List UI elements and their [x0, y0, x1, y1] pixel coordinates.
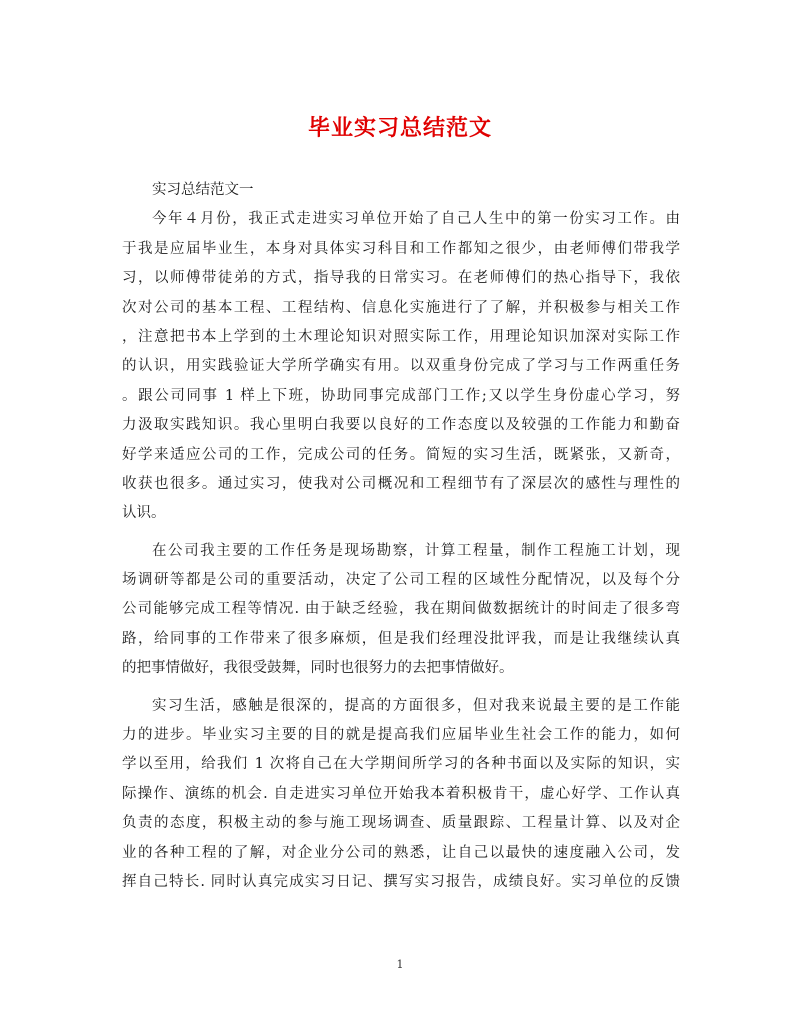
paragraph-line: 场调研等都是公司的重要活动，决定了公司工程的区域性分配情况，以及每个分	[122, 572, 680, 589]
document-title: 毕业实习总结范文	[307, 115, 492, 141]
paragraph-line: 挥自己特长. 同时认真完成实习日记、撰写实习报告，成绩良好。实习单位的反馈	[122, 873, 680, 890]
paragraph-line: 负责的态度，积极主动的参与施工现场调查、质量跟踪、工程量计算、以及对企	[122, 815, 680, 832]
paragraph-line: 际操作、演练的机会. 自走进实习单位开始我本着积极肯干，虚心好学、工作认真	[122, 785, 680, 802]
paragraph-line: ，注意把书本上学到的土木理论知识对照实际工作，用理论知识加深对实际工作	[122, 328, 680, 345]
paragraph-line: 的把事情做好，我很受鼓舞，同时也很努力的去把事情做好。	[122, 660, 514, 677]
paragraph-line: 于我是应届毕业生，本身对具体实习科目和工作都知之很少，由老师傅们带我学	[122, 240, 680, 257]
paragraph-line: 业的各种工程的了解，对企业分公司的熟悉，让自己以最快的速度融入公司，发	[122, 844, 680, 861]
document-body	[122, 176, 680, 897]
paragraph-line: 习，以师傅带徒弟的方式，指导我的日常实习。在老师傅们的热心指导下，我依	[122, 270, 680, 287]
paragraph-line: 实习生活，感触是很深的，提高的方面很多，但对我来说最主要的是工作能	[152, 697, 680, 714]
paragraph-line: 次对公司的基本工程、工程结构、信息化实施进行了了解，并积极参与相关工作	[122, 299, 680, 316]
paragraph-line: 学以至用，给我们 1 次将自己在大学期间所学习的各种书面以及实际的知识，实	[122, 756, 680, 773]
paragraph-line: 好学来适应公司的工作，完成公司的任务。简短的实习生活，既紧张，又新奇，	[122, 446, 680, 463]
paragraph-line: 路，给同事的工作带来了很多麻烦，但是我们经理没批评我，而是让我继续认真	[122, 630, 680, 647]
paragraph-gap	[122, 684, 680, 692]
paragraph-line: 收获也很多。通过实习，使我对公司概况和工程细节有了深层次的感性与理性的	[122, 475, 680, 492]
paragraph-line: 。跟公司同事 1 样上下班，协助同事完成部门工作;又以学生身份虚心学习，努	[122, 387, 680, 404]
paragraph-line: 在公司我主要的工作任务是现场勘察，计算工程量，制作工程施工计划，现	[152, 542, 680, 559]
paragraph-gap	[122, 529, 680, 537]
paragraph-line: 认识。	[122, 505, 166, 522]
page-number: 1	[396, 958, 404, 971]
paragraph-line: 今年４月份，我正式走进实习单位开始了自己人生中的第一份实习工作。由	[152, 211, 680, 228]
paragraph-line: 力汲取实践知识。我心里明白我要以良好的工作态度以及较强的工作能力和勤奋	[122, 417, 680, 434]
paragraph-line: 公司能够完成工程等情况. 由于缺乏经验，我在期间做数据统计的时间走了很多弯	[122, 601, 680, 618]
paragraph-line: 的认识，用实践验证大学所学确实有用。以双重身份完成了学习与工作两重任务	[122, 358, 680, 375]
section-heading: 实习总结范文一	[152, 182, 254, 198]
paragraph-line: 力的进步。毕业实习主要的目的就是提高我们应届毕业生社会工作的能力，如何	[122, 727, 680, 744]
